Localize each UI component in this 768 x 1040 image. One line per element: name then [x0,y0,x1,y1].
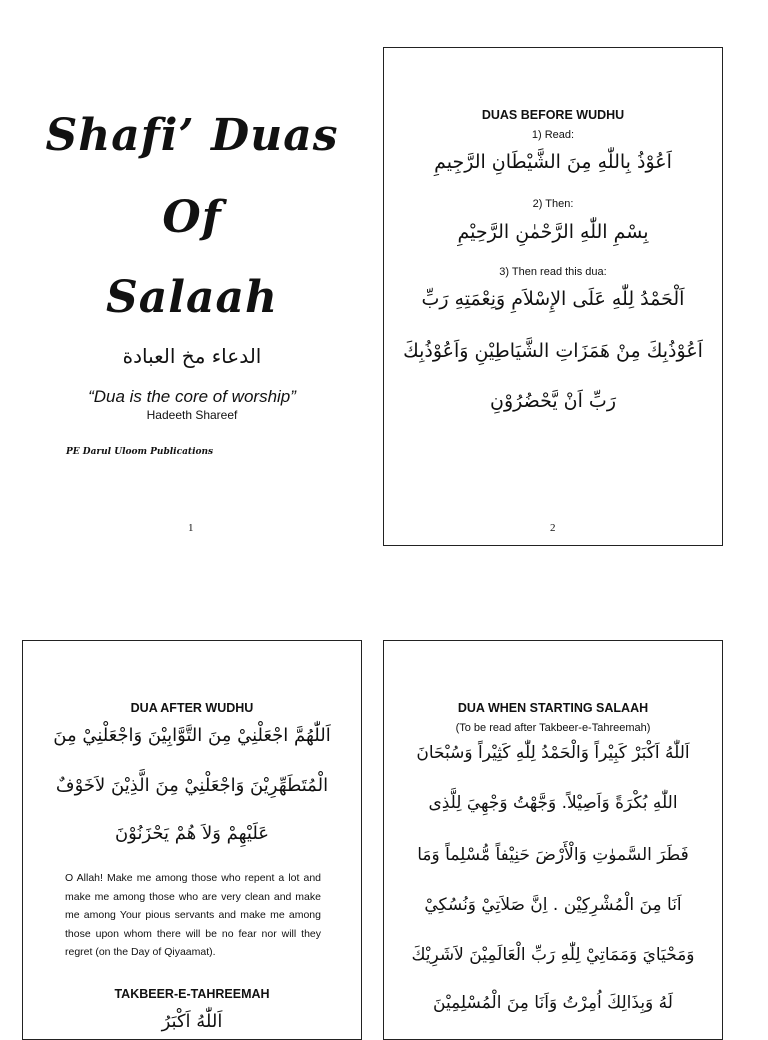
step1-arabic: اَعُوْذُ بِاللّٰهِ مِنَ الشَّيْطَانِ الرَّجِيمِ [434,151,672,173]
arabic-line5: وَمَحْيَايَ وَمَمَاتِيْ لِلّٰهِ رَبِّ الْعَالَمِيْنَ لاَشَرِيْكَ [411,945,695,965]
cover-page [0,0,384,560]
subheading: (To be read after Takbeer-e-Tahreemah) [455,722,651,734]
arabic-line4: اَنَا مِنَ الْمُشْرِكِيْن . اِنَّ صَلاَتِيْ وَنُسُكِيْ [424,895,682,915]
arabic-line3: عَلَيْهِمْ وَلاَ هُمْ يَحْزَنُوْنَ [114,823,270,844]
subheading: TAKBEER-E-TAHREEMAH [114,987,270,1001]
arabic-line6: لَهُ وَبِذَالِكَ اُمِرْتُ وَاَنَا مِنَ الْمُسْلِمِيْنَ [433,993,673,1013]
arabic-line3: فَطَرَ السَّموٰتِ وَالْأَرْضَ حَنِيْفاً مُّسْلِماً وَمَا [417,845,689,865]
page-dua-after-wudhu [22,640,362,1040]
cover-quote-source: Hadeeth Shareef [146,408,238,422]
page-dua-starting-salaah [383,640,723,1040]
section-heading: DUA WHEN STARTING SALAAH [457,701,649,715]
step2-label: 2) Then: [532,198,574,210]
cover-quote: “Dua is the core of worship” [88,387,296,406]
section-heading: DUA AFTER WUDHU [130,701,254,715]
step3-arabic-line1: اَلْحَمْدُ لِلّٰهِ عَلَى الإِسْلاَمِ وَنِعْمَتِهِ رَبِّ [421,288,685,310]
arabic-line1: اَللّٰهُمَّ اجْعَلْنِيْ مِنَ التَّوَّابِيْنَ وَاجْعَلْنِيْ مِنَ [53,725,331,746]
step1-label: 1) Read: [531,129,575,141]
arabic-partial: اَللّٰهُ اَكْبَرُ [161,1011,223,1032]
step3-arabic-line2: اَعُوْذُبِكَ مِنْ هَمَزَاتِ الشَّيَاطِيْنِ وَاَعُوْذُبِكَ [403,340,703,362]
page-number: 1 [188,522,194,534]
cover-title-line2: Of [162,192,222,243]
page-number: 2 [550,522,556,534]
cover-title-line1: Shafi’ Duas [45,110,339,161]
cover-title-line3: Salaah [105,272,278,323]
step2-arabic: بِسْمِ اللّٰهِ الرَّحْمٰنِ الرَّحِيْمِ [457,221,649,243]
section-heading: DUAS BEFORE WUDHU [481,108,625,122]
arabic-line2: اللّٰهِ بُكْرَةً وَاَصِيْلاً. وَجَّهْتُ وَجْهِيَ لِلَّذِى [428,793,678,813]
step3-label: 3) Then read this dua: [499,266,607,278]
step3-arabic-line3: رَبِّ اَنْ يَّحْضُرُوْنِ [489,390,616,412]
translation-text: O Allah! Make me among those who repent a lot and make me among those who are very clean and make me among Your pious servants and make me among those upon whom there will be no fear nor will they regret (on the Day of Qiyaamat). [65,872,321,958]
arabic-line1: اَللّٰهُ اَكْبَرْ كَبِيْراً وَالْحَمْدُ لِلّٰهِ كَثِيْراً وَسُبْحَانَ [416,743,690,763]
page-duas-before-wudhu [383,47,723,546]
cover-arabic-subtitle: الدعاء مخ العبادة [122,344,262,368]
cover-publisher: PE Darul Uloom Publications [66,447,214,457]
arabic-line2: الْمُتَطَهِّرِيْنَ وَاجْعَلْنِيْ مِنَ الَّذِيْنَ لاَخَوْفٌ [55,775,329,796]
